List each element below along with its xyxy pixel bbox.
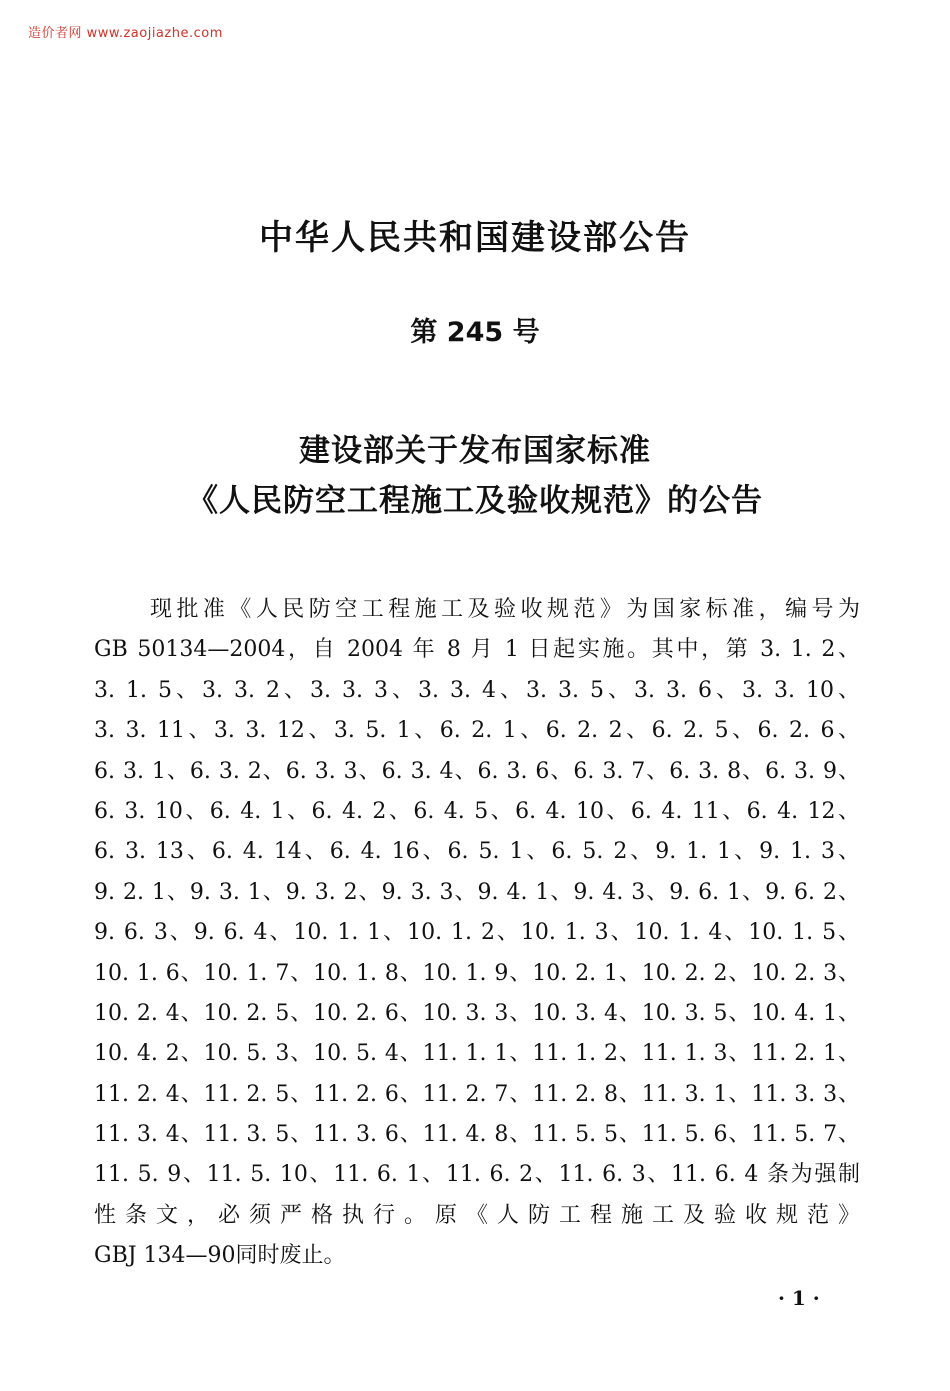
document-title: 中华人民共和国建设部公告 bbox=[259, 218, 691, 258]
subtitle-line-1: 建设部关于发布国家标准 bbox=[299, 433, 651, 469]
body-line: 9. 6. 3、9. 6. 4、10. 1. 1、10. 1. 2、10. 1. 3、10. 1. 4、10. 1. 5、 bbox=[94, 920, 860, 946]
announcement-number: 第 245 号 bbox=[410, 317, 540, 348]
body-line: 3. 1. 5、3. 3. 2、3. 3. 3、3. 3. 4、3. 3. 5、3. 3. 6、3. 3. 10、 bbox=[94, 677, 860, 703]
subtitle-line-2: 《人民防空工程施工及验收规范》的公告 bbox=[187, 483, 763, 519]
body-line: GBJ 134—90同时废止。 bbox=[94, 1243, 346, 1269]
body-line: 9. 2. 1、9. 3. 1、9. 3. 2、9. 3. 3、9. 4. 1、9. 4. 3、9. 6. 1、9. 6. 2、 bbox=[94, 879, 860, 905]
body-line: 6. 3. 10、6. 4. 1、6. 4. 2、6. 4. 5、6. 4. 10、6. 4. 11、6. 4. 12、 bbox=[94, 798, 860, 824]
body-line: 6. 3. 13、6. 4. 14、6. 4. 16、6. 5. 1、6. 5. 2、9. 1. 1、9. 1. 3、 bbox=[94, 839, 860, 865]
body-line: 11. 2. 4、11. 2. 5、11. 2. 6、11. 2. 7、11. 2. 8、11. 3. 1、11. 3. 3、 bbox=[94, 1081, 860, 1107]
body-line: 10. 4. 2、10. 5. 3、10. 5. 4、11. 1. 1、11. 1. 2、11. 1. 3、11. 2. 1、 bbox=[94, 1041, 860, 1067]
body-line: 6. 3. 1、6. 3. 2、6. 3. 3、6. 3. 4、6. 3. 6、6. 3. 7、6. 3. 8、6. 3. 9、 bbox=[94, 758, 860, 784]
body-line: 3. 3. 11、3. 3. 12、3. 5. 1、6. 2. 1、6. 2. 2、6. 2. 5、6. 2. 6、 bbox=[94, 718, 860, 744]
body-line: GB 50134—2004，自 2004 年 8 月 1 日起实施。其中，第 3. 1. 2、 bbox=[94, 637, 860, 663]
watermark-text: 造价者网 www.zaojiazhe.com bbox=[28, 26, 223, 41]
body-line: 现批准《人民防空工程施工及验收规范》为国家标准，编号为 bbox=[150, 597, 860, 622]
body-paragraph bbox=[94, 590, 860, 1277]
body-line: 11. 5. 9、11. 5. 10、11. 6. 1、11. 6. 2、11. 6. 3、11. 6. 4 条为强制 bbox=[94, 1162, 860, 1188]
body-line: 10. 2. 4、10. 2. 5、10. 2. 6、10. 3. 3、10. 3. 4、10. 3. 5、10. 4. 1、 bbox=[94, 1000, 860, 1026]
body-line: 性条文，必须严格执行。原《人防工程施工及验收规范》 bbox=[94, 1202, 860, 1228]
body-line: 10. 1. 6、10. 1. 7、10. 1. 8、10. 1. 9、10. 2. 1、10. 2. 2、10. 2. 3、 bbox=[94, 960, 860, 986]
body-line: 11. 3. 4、11. 3. 5、11. 3. 6、11. 4. 8、11. 5. 5、11. 5. 6、11. 5. 7、 bbox=[94, 1122, 860, 1148]
page-number: · 1 · bbox=[778, 1286, 820, 1310]
